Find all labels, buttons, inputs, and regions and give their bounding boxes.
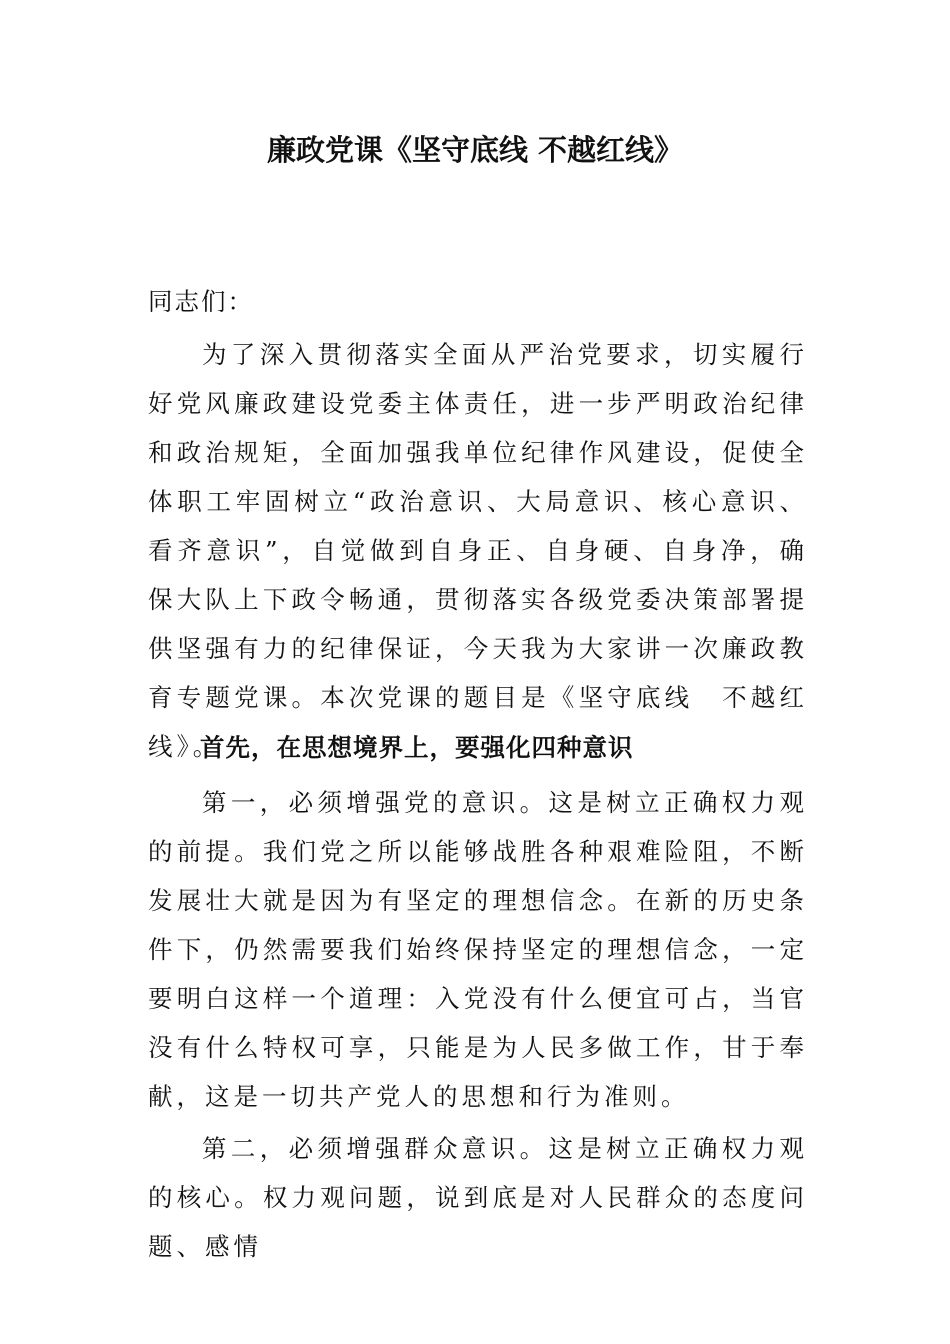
document-title: 廉政党课《坚守底线 不越红线》 [266, 133, 684, 167]
section-heading: 首先，在思想境界上，要强化四种意识 [200, 733, 634, 762]
paragraph-mass-awareness: 第二，必须增强群众意识。这是树立正确权力观的核心。权力观问题，说到底是对人民群众的态度问题、感情 [148, 1134, 808, 1261]
paragraph-party-awareness: 第一，必须增强党的意识。这是树立正确权力观的前提。我们党之所以能够战胜各种艰难险阻，不断发展壮大就是因为有坚定的理想信念。在新的历史条件下，仍然需要我们始终保持坚定的理想信念，一定要明白这样一个道理：入党没有什么便宜可占，当官没有什么特权可享，只能是为人民多做工作，甘于奉献，这是一切共产党人的思想和行为准则。 [148, 788, 808, 1111]
greeting: 同志们： [148, 287, 254, 316]
paragraph-intro: 为了深入贯彻落实全面从严治党要求，切实履行好党风廉政建设党委主体责任，进一步严明政治纪律和政治规矩，全面加强我单位纪律作风建设，促使全体职工牢固树立“政治意识、大局意识、核心意识、看齐意识”，自觉做到自身正、自身硬、自身净，确保大队上下政令畅通，贯彻落实各级党委决策部署提供坚强有力的纪律保证，今天我为大家讲一次廉政教育专题党课。本次党课的题目是《坚守底线 不越红线》。 [148, 340, 808, 761]
